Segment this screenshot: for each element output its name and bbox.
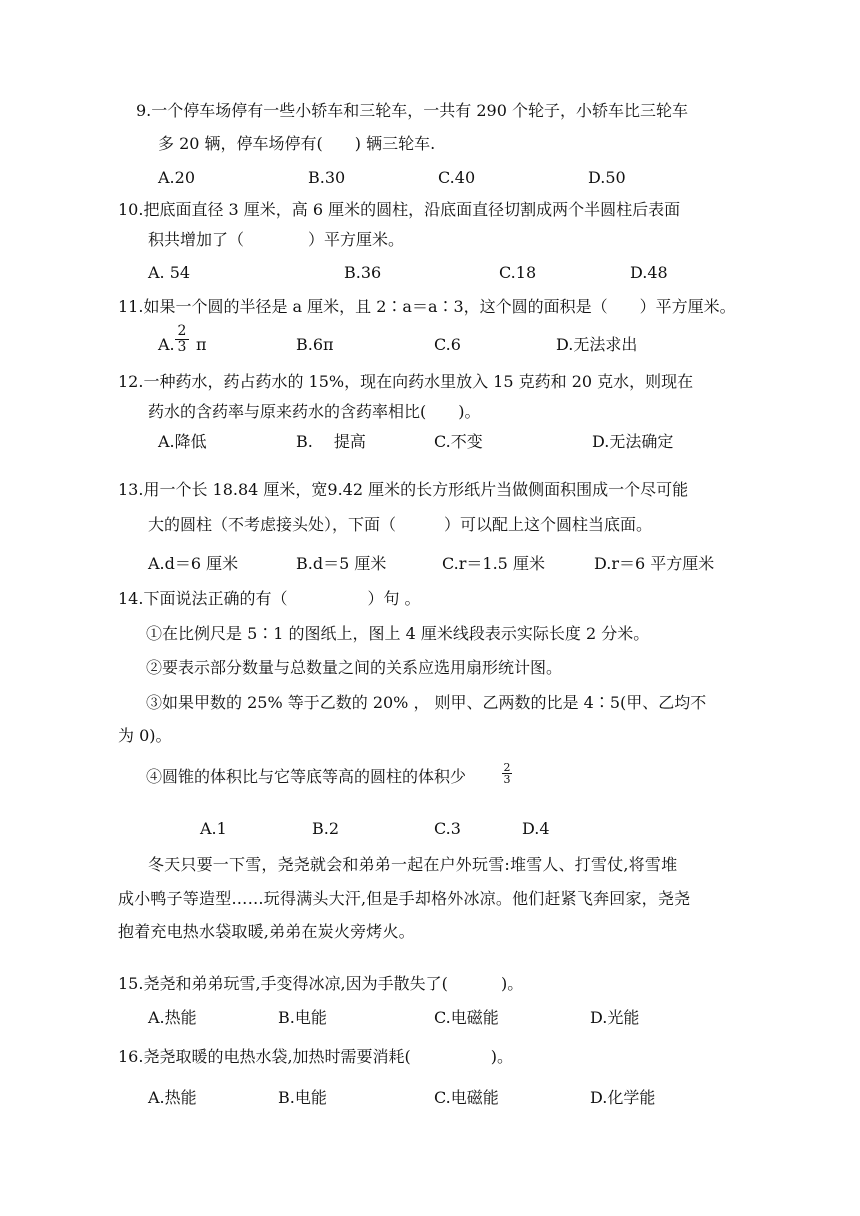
fraction-numerator: 2	[177, 323, 187, 339]
fraction-numerator: 2	[503, 761, 511, 774]
q14-statement-4: ④圆锥的体积比与它等底等高的圆柱的体积少	[146, 767, 467, 786]
q12-option-c: C.不变	[434, 432, 483, 451]
q10-option-c: C.18	[499, 263, 537, 282]
q10-option-d: D.48	[630, 263, 668, 282]
q10-option-a: A. 54	[148, 263, 191, 282]
q11-line1: 11.如果一个圆的半径是 a 厘米，且 2∶a＝a∶3，这个圆的面积是（ ）平方厘米。	[118, 297, 736, 316]
q12-option-b: B. 提高	[296, 432, 366, 451]
q14-statement-3b: 为 0)。	[118, 726, 172, 745]
q11-option-a-fraction	[175, 324, 189, 355]
q14-statement-1: ①在比例尺是 5∶1 的图纸上，图上 4 厘米线段表示实际长度 2 分米。	[146, 624, 650, 643]
q10-option-b: B.36	[344, 263, 382, 282]
q15-line1: 15.尧尧和弟弟玩雪,手变得冰凉,因为手散失了( )。	[118, 974, 524, 993]
q14-option-d: D.4	[522, 819, 550, 838]
q13-option-a: A.d＝6 厘米	[148, 554, 239, 573]
fraction-denominator: 3	[503, 773, 511, 786]
passage-line2: 成小鸭子等造型……玩得满头大汗,但是手却格外冰凉。他们赶紧飞奔回家，尧尧	[118, 889, 691, 908]
q14-statement-4-fraction	[502, 762, 512, 785]
q15-option-d: D.光能	[590, 1008, 640, 1027]
q15-option-b: B.电能	[278, 1008, 327, 1027]
q12-line1: 12.一种药水，药占药水的 15%，现在向药水里放入 15 克药和 20 克水，则现在	[118, 372, 694, 391]
q14-option-a: A.1	[200, 819, 227, 838]
q9-option-d: D.50	[588, 168, 626, 187]
q9-option-a: A.20	[158, 168, 195, 187]
q16-option-a: A.热能	[148, 1088, 197, 1107]
q16-option-b: B.电能	[278, 1088, 327, 1107]
q14-statement-2: ②要表示部分数量与总数量之间的关系应选用扇形统计图。	[146, 658, 563, 677]
q11-option-a-suffix: π	[196, 335, 207, 354]
q9-line1: 9.一个停车场停有一些小轿车和三轮车，一共有 290 个轮子，小轿车比三轮车	[136, 101, 688, 120]
q10-line1: 10.把底面直径 3 厘米，高 6 厘米的圆柱，沿底面直径切割成两个半圆柱后表面	[118, 200, 681, 219]
q15-option-c: C.电磁能	[434, 1008, 499, 1027]
q13-option-d: D.r＝6 平方厘米	[594, 554, 715, 573]
fraction-denominator: 3	[175, 339, 189, 355]
q12-line2: 药水的含药率与原来药水的含药率相比( )。	[148, 402, 481, 421]
q11-option-a-prefix: A.	[158, 335, 175, 354]
passage-line1: 冬天只要一下雪，尧尧就会和弟弟一起在户外玩雪:堆雪人、打雪仗,将雪堆	[148, 855, 678, 874]
q12-option-d: D.无法确定	[592, 432, 674, 451]
q11-option-c: C.6	[434, 335, 461, 354]
q14-line1: 14.下面说法正确的有（ ）句 。	[118, 589, 421, 608]
q9-option-b: B.30	[308, 168, 346, 187]
q10-line2: 积共增加了（ ）平方厘米。	[148, 230, 405, 249]
q9-line2: 多 20 辆，停车场停有( ) 辆三轮车.	[158, 134, 436, 153]
q14-statement-3a: ③如果甲数的 25% 等于乙数的 20% ， 则甲、乙两数的比是 4∶5(甲、乙均不	[146, 693, 707, 712]
q16-option-d: D.化学能	[590, 1088, 656, 1107]
q13-line1: 13.用一个长 18.84 厘米，宽9.42 厘米的长方形纸片当做侧面积围成一个尽可能	[118, 480, 689, 499]
q13-option-c: C.r＝1.5 厘米	[442, 554, 545, 573]
q13-line2: 大的圆柱（不考虑接头处），下面（ ）可以配上这个圆柱当底面。	[148, 515, 653, 534]
q14-option-b: B.2	[312, 819, 340, 838]
q15-option-a: A.热能	[148, 1008, 197, 1027]
q16-option-c: C.电磁能	[434, 1088, 499, 1107]
passage-line3: 抱着充电热水袋取暖,弟弟在炭火旁烤火。	[118, 922, 415, 941]
q14-option-c: C.3	[434, 819, 461, 838]
q13-option-b: B.d＝5 厘米	[296, 554, 387, 573]
q11-option-b: B.6π	[296, 335, 334, 354]
q16-line1: 16.尧尧取暖的电热水袋,加热时需要消耗( )。	[118, 1047, 514, 1066]
q11-option-d: D.无法求出	[556, 335, 638, 354]
q9-option-c: C.40	[438, 168, 476, 187]
q12-option-a: A.降低	[158, 432, 207, 451]
